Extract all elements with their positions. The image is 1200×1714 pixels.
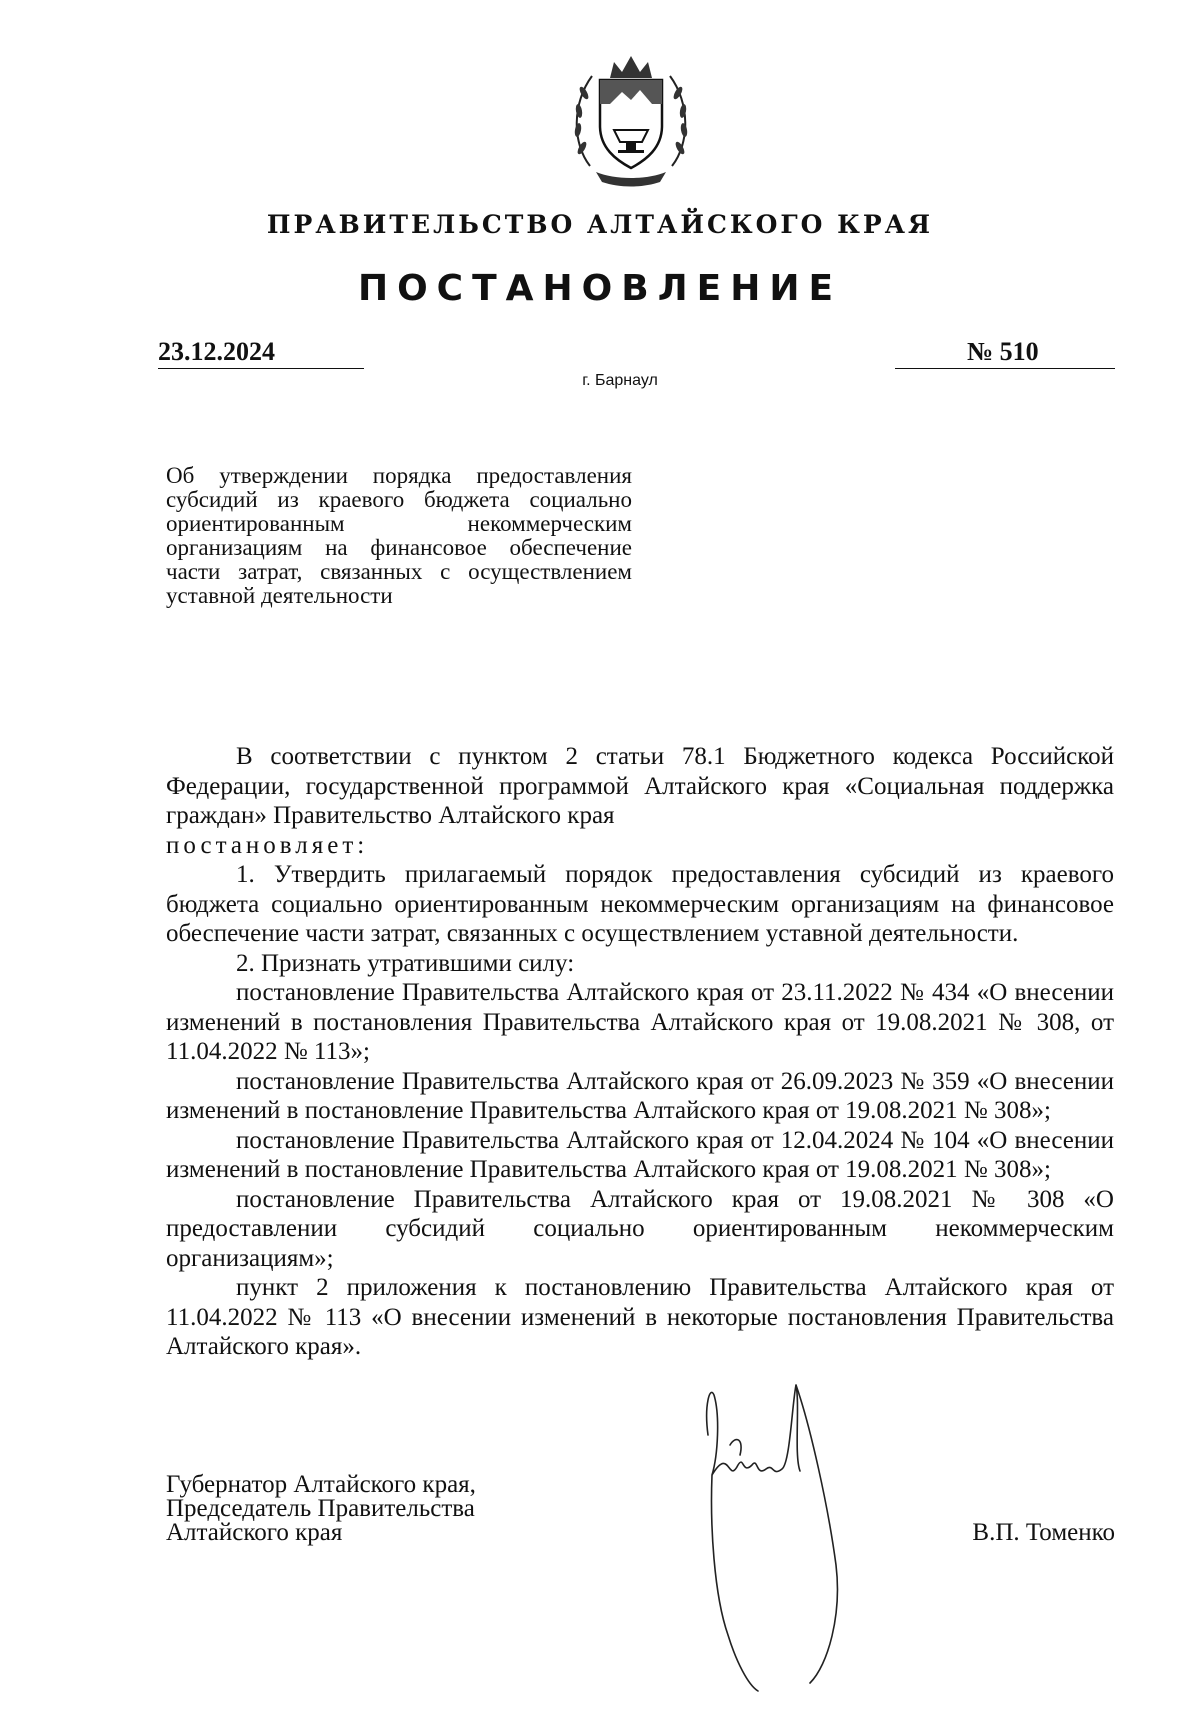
signatory-position-line: Алтайского края (166, 1519, 343, 1546)
list-item: постановление Правительства Алтайского края от 12.04.2024 № 104 «О внесении изменений в постановление Правительства Алтайского края от 19.08.2021 № 308»; (166, 1126, 1114, 1183)
organization-title: ПРАВИТЕЛЬСТВО АЛТАЙСКОГО КРАЯ (266, 210, 934, 239)
document-date: 23.12.2024 (158, 336, 364, 369)
document-body (166, 742, 1114, 1362)
signatory-position-line: Председатель Правительства (166, 1495, 475, 1522)
list-item: постановление Правительства Алтайского края от 23.11.2022 № 434 «О внесении изменений в постановления Правительства Алтайского края от 19.08.2021 № 308, от 11.04.2022 № 113»; (166, 979, 1114, 1065)
document-subject: Об утверждении порядка предоставления субсидий из краевого бюджета социально ориентированным некоммерческим организациям на финансовое обеспечение части затрат, связанных с осуществлением уставной деятельности (166, 463, 632, 608)
document-number-line (895, 336, 1115, 369)
preamble-paragraph (166, 742, 1114, 831)
signatory-position-line: Губернатор Алтайского края, (166, 1471, 476, 1498)
list-item: постановление Правительства Алтайского края от 19.08.2021 № 308 «О предоставлении субсидий социально ориентированным некоммерческим организациям»; (166, 1185, 1114, 1272)
handwritten-signature (700, 1365, 860, 1695)
resolves-word: постановляет: (166, 831, 369, 859)
preamble-text: В соответствии с пунктом 2 статьи 78.1 Бюджетного кодекса Российской Федерации, государственной программой Алтайского края «Социальная поддержка граждан» Правительство Алтайского края (166, 743, 1114, 829)
document-type: ПОСТАНОВЛЕНИЕ (357, 268, 843, 309)
signatory-position (166, 1473, 546, 1545)
list-item: пункт 2 приложения к постановлению Правительства Алтайского края от 11.04.2022 № 113 «О внесении изменений в некоторые постановления Правительства Алтайского края». (166, 1274, 1114, 1360)
document-city: г. Барнаул (582, 372, 658, 389)
list-item: постановление Правительства Алтайского края от 26.09.2023 № 359 «О внесении изменений в постановление Правительства Алтайского края от 19.08.2021 № 308»; (166, 1067, 1114, 1124)
signatory-name: В.П. Томенко (972, 1519, 1115, 1546)
resolves-paragraph (166, 831, 1114, 861)
coat-of-arms-icon (570, 48, 692, 188)
list-item: 2. Признать утратившими силу: (236, 949, 575, 977)
document-number: № 510 (967, 337, 1039, 366)
list-item: 1. Утвердить прилагаемый порядок предоставления субсидий из краевого бюджета социально ориентированным некоммерческим организациям на финансовое обеспечение части затрат, связанных с осуществлением уставной деятельности. (166, 861, 1114, 947)
